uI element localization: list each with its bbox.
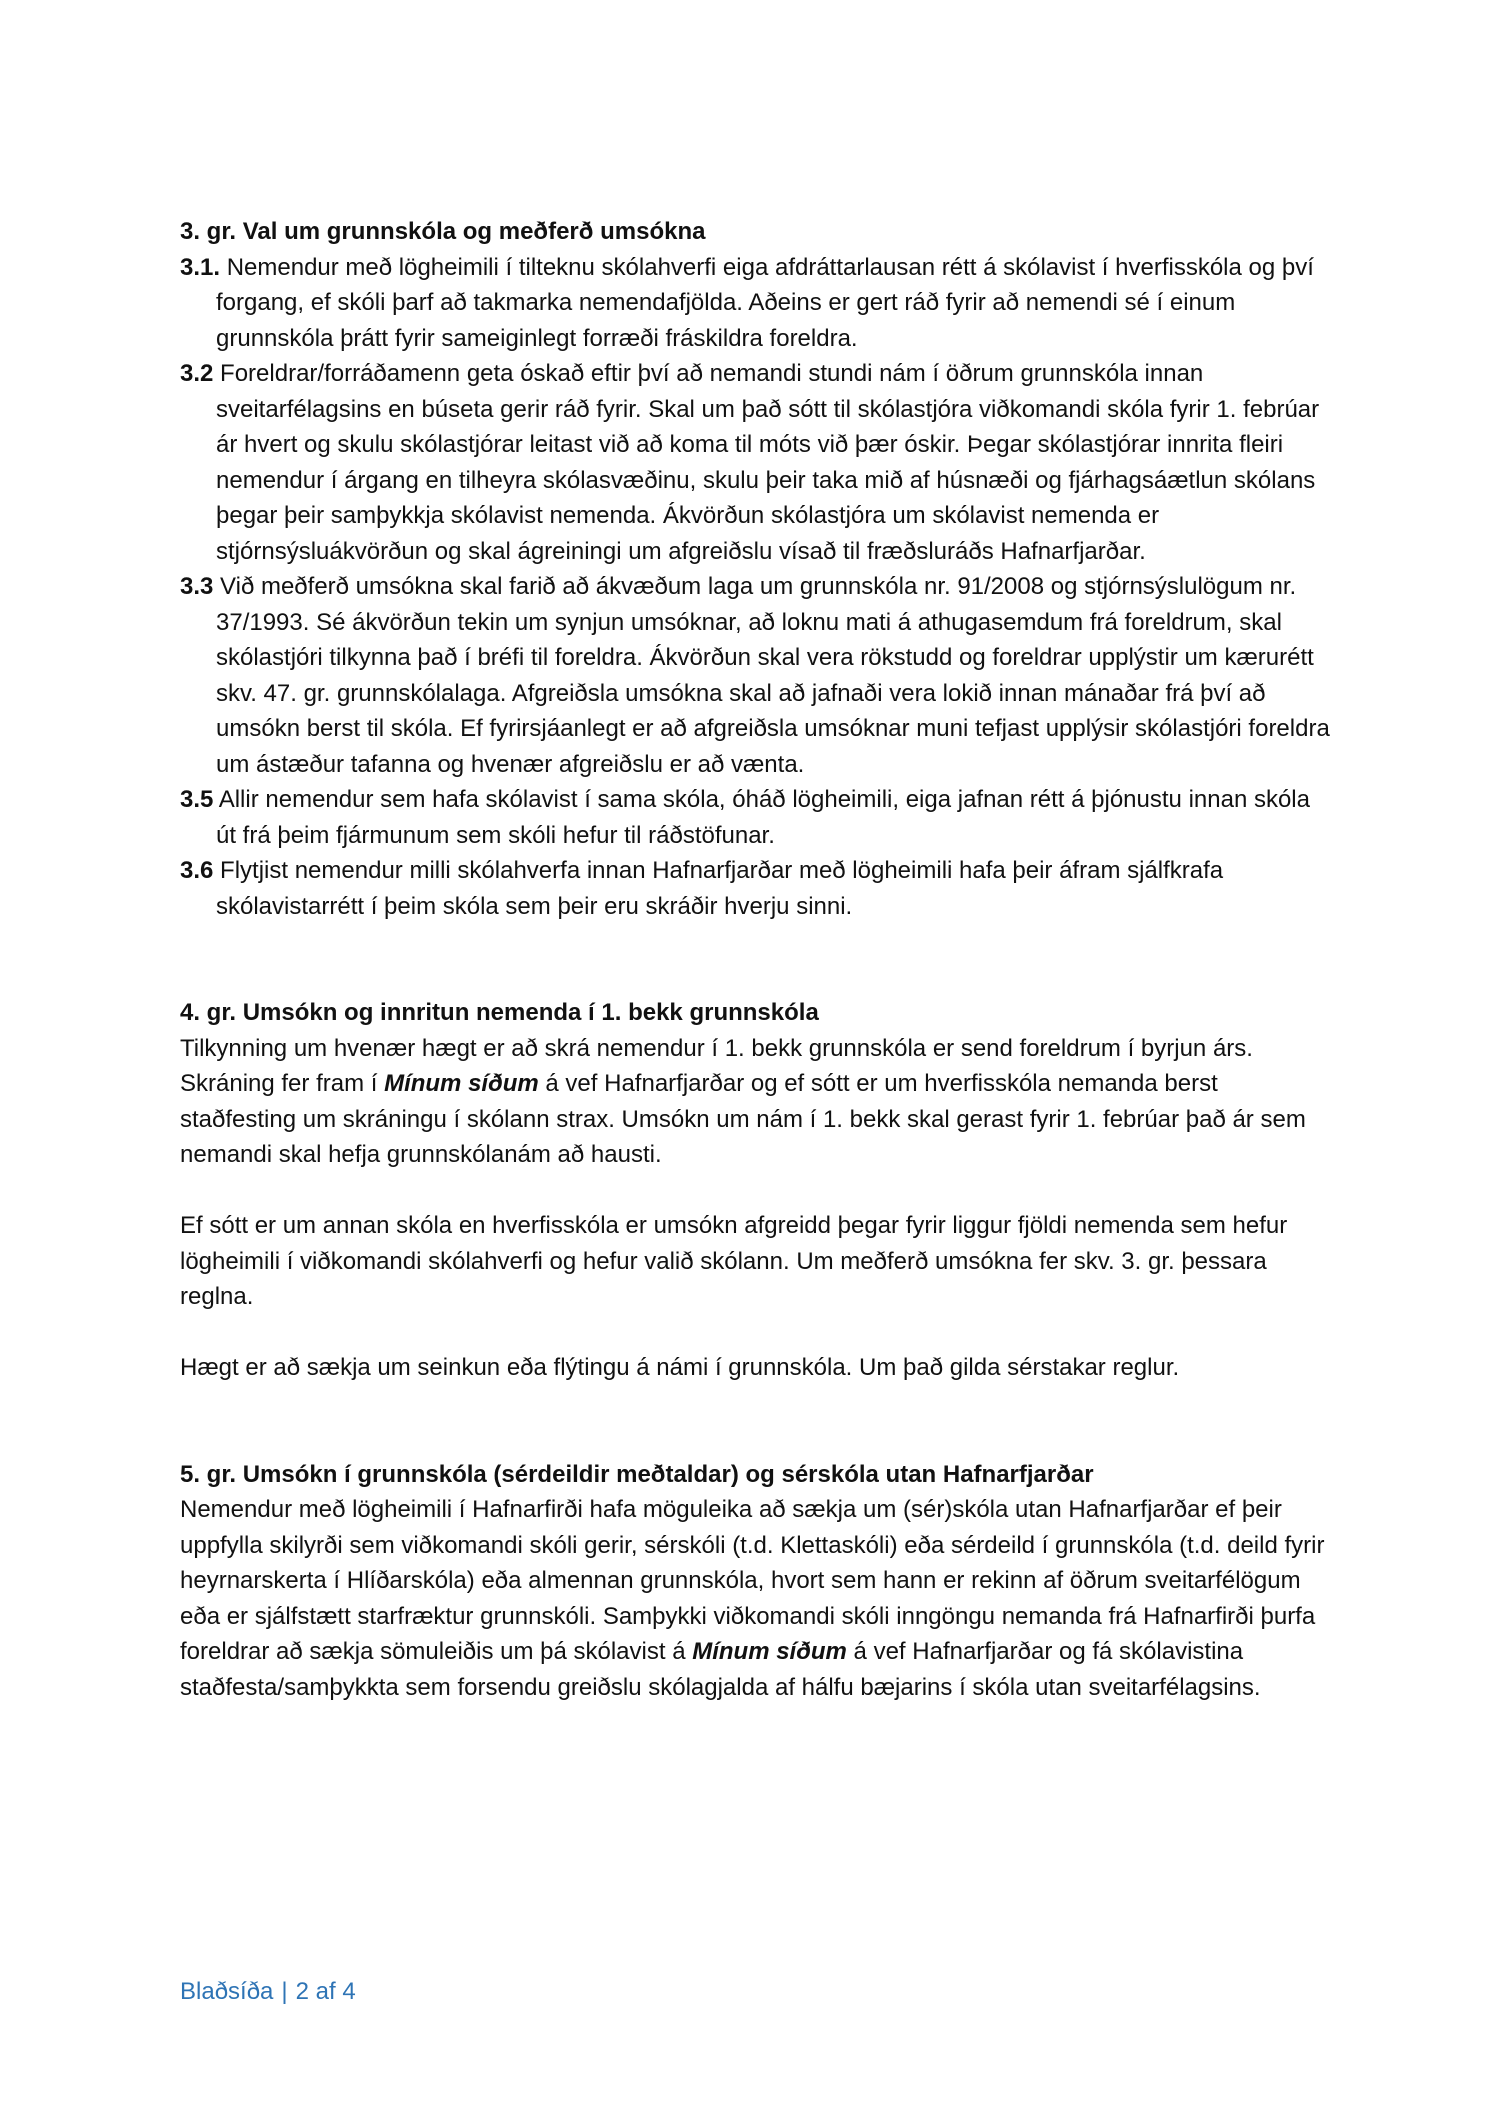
section-3-heading: 3. gr. Val um grunnskóla og meðferð umsókna xyxy=(180,218,706,245)
item-text: Flytjist nemendur milli skólahverfa innan Hafnarfjarðar með lögheimili hafa þeir áfram sjálfkrafa skólavistarrétt í þeim skóla sem þeir eru skráðir hverju sinni. xyxy=(216,857,1224,920)
section-3-item xyxy=(180,356,1330,569)
section-4-paragraph-2: Ef sótt er um annan skóla en hverfisskóla er umsókn afgreidd þegar fyrir liggur fjöldi nemenda sem hefur lögheimili í viðkomandi skólahverfi og hefur valið skólann. Um meðferð umsókna fer skv. 3. gr. þessara reglna. xyxy=(180,1212,1288,1310)
section-4-paragraph-3: Hægt er að sækja um seinkun eða flýtingu á námi í grunnskóla. Um það gilda sérstakar reglur. xyxy=(180,1354,1180,1381)
page-footer xyxy=(180,1978,356,2006)
paragraph-spacer xyxy=(180,1173,1330,1209)
section-5-heading: 5. gr. Umsókn í grunnskóla (sérdeildir meðtaldar) og sérskóla utan Hafnarfjarðar xyxy=(180,1460,1094,1488)
paragraph-spacer xyxy=(180,1315,1330,1351)
section-4-heading: 4. gr. Umsókn og innritun nemenda í 1. bekk grunnskóla xyxy=(180,999,819,1026)
footer-label: Blaðsíða xyxy=(180,1978,274,2005)
section-5-paragraph-1 xyxy=(180,1492,1330,1705)
footer-separator: | xyxy=(281,1978,288,2005)
document-body xyxy=(180,214,1330,1705)
section-3-item xyxy=(180,782,1330,853)
item-number: 3.2 xyxy=(180,360,214,387)
item-text: Við meðferð umsókna skal farið að ákvæðum laga um grunnskóla nr. 91/2008 og stjórnsýslulögum nr. 37/1993. Sé ákvörðun tekin um synjun umsóknar, að loknu mati á athugasemdum frá foreldrum, skal skólastjóri tilkynna það í bréfi til foreldra. Ákvörðun skal vera rökstudd og foreldrar upplýstir um kærurétt skv. 47. gr. grunnskólalaga. Afgreiðsla umsókna skal að jafnaði vera lokið innan mánaðar frá því að umsókn berst til skóla. Ef fyrirsjáanlegt er að afgreiðsla umsóknar muni tefjast upplýsir skólastjóri foreldra um ástæður tafanna og hvenær afgreiðslu er að vænta. xyxy=(216,573,1330,778)
section-spacer xyxy=(180,1386,1330,1457)
footer-page-number: 2 af 4 xyxy=(295,1978,356,2005)
paragraph-text: á vef Hafnarfjarðar og ef sótt er um hverfisskóla nemanda berst staðfesting um skráningu í skólann strax. Umsókn um nám í 1. bekk skal gerast fyrir 1. febrúar það ár sem nemandi skal hefja grunnskólanám að hausti. xyxy=(180,1070,1306,1168)
item-number: 3.1. xyxy=(180,253,221,281)
item-text: Allir nemendur sem hafa skólavist í sama skóla, óháð lögheimili, eiga jafnan rétt á þjónustu innan skóla út frá þeim fjármunum sem skóli hefur til ráðstöfunar. xyxy=(216,786,1310,849)
item-number: 3.5 xyxy=(180,786,214,813)
item-text: Foreldrar/forráðamenn geta óskað eftir því að nemandi stundi nám í öðrum grunnskóla innan sveitarfélagsins en búseta gerir ráð fyrir. Skal um það sótt til skólastjóra viðkomandi skóla fyrir 1. febrúar ár hvert og skulu skólastjórar leitast við að koma til móts við þær óskir. Þegar skólastjórar innrita fleiri nemendur í árgang en tilheyra skólasvæðinu, skulu þeir taka mið af húsnæði og fjárhagsáætlun skólans þegar þeir samþykkja skólavist nemenda. Ákvörðun skólastjóra um skólavist nemenda er stjórnsýsluákvörðun og skal ágreiningi um afgreiðslu vísað til fræðsluráðs Hafnarfjarðar. xyxy=(216,360,1320,565)
item-number: 3.6 xyxy=(180,857,214,884)
minum-sidum-link-text: Mínum síðum xyxy=(692,1638,847,1665)
section-4-paragraph-1 xyxy=(180,1031,1330,1173)
item-number: 3.3 xyxy=(180,573,214,600)
minum-sidum-link-text: Mínum síðum xyxy=(384,1070,539,1097)
section-3-item xyxy=(180,569,1330,782)
paragraph-text: Nemendur með lögheimili í Hafnarfirði hafa möguleika að sækja um (sér)skóla utan Hafnarfjarðar ef þeir uppfylla skilyrði sem viðkomandi skóli gerir, sérskóli (t.d. Klettaskóli) eða sérdeild í grunnskóla (t.d. deild fyrir heyrnarskerta í Hlíðarskóla) eða almennan grunnskóla, hvort sem hann er rekinn af öðrum sveitarfélögum eða er sjálfstætt starfræktur grunnskóli. Samþykki viðkomandi skóli inngöngu nemanda frá Hafnarfirði þurfa foreldrar að sækja sömuleiðis um þá skólavist á xyxy=(180,1496,1325,1665)
section-spacer xyxy=(180,924,1330,995)
section-3-item xyxy=(180,853,1330,924)
paragraph-text: Tilkynning um hvenær hægt er að skrá nemendur í 1. bekk grunnskóla er send foreldrum í byrjun árs. Skráning fer fram í xyxy=(180,1034,1253,1097)
item-text: Nemendur með lögheimili í tilteknu skólahverfi eiga afdráttarlausan rétt á skólavist í hverfisskóla og því forgang, ef skóli þarf að takmarka nemendafjölda. Aðeins er gert ráð fyrir að nemendi sé í einum grunnskóla þrátt fyrir sameiginlegt forræði fráskildra foreldra. xyxy=(216,253,1314,352)
section-3-item xyxy=(180,250,1330,357)
paragraph-text: á vef Hafnarfjarðar og fá skólavistina staðfesta/samþykkta sem forsendu greiðslu skólagjalda af hálfu bæjarins í skóla utan sveitarfélagsins. xyxy=(180,1638,1261,1701)
